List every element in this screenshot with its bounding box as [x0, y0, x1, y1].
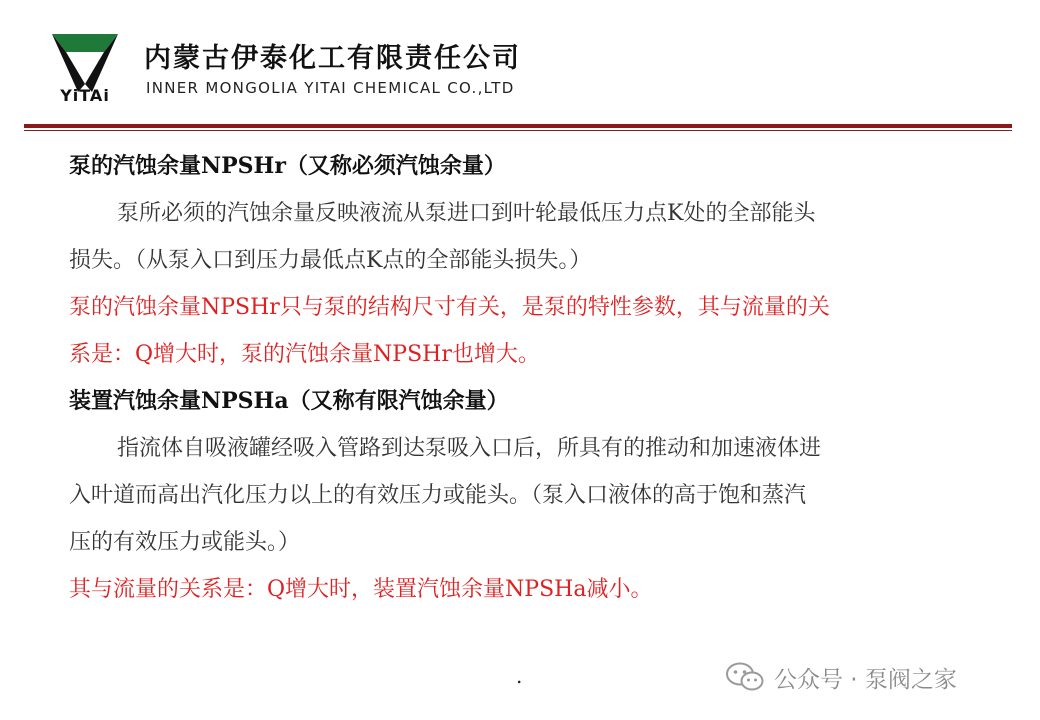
- npshr-relation-cont: 系是：Q增大时，泵的汽蚀余量NPSHr也增大。: [69, 342, 540, 367]
- npsha-heading: 装置汽蚀余量NPSHa（又称有限汽蚀余量）: [69, 388, 509, 414]
- npsha-definition-end: 压的有效压力或能头。）: [69, 530, 301, 555]
- npshr-relation: 泵的汽蚀余量NPSHr只与泵的结构尺寸有关，是泵的特性参数，其与流量的关: [69, 295, 830, 320]
- watermark: [726, 660, 957, 694]
- slide-content: [69, 143, 981, 613]
- npshr-definition: 泵所必须的汽蚀余量反映液流从泵进口到叶轮最低压力点K处的全部能头: [117, 201, 816, 226]
- npsha-definition: 指流体自吸液罐经吸入管路到达泵吸入口后，所具有的推动和加速液体进: [117, 436, 822, 461]
- watermark-text: 公众号 · 泵阀之家: [774, 666, 957, 693]
- logo-wordmark: YiTAi: [60, 86, 110, 105]
- header-divider: [24, 124, 1012, 128]
- wechat-icon: [726, 662, 764, 692]
- header-divider-thin: [24, 130, 1012, 131]
- company-name-en: INNER MONGOLIA YITAI CHEMICAL CO.,LTD: [146, 79, 515, 97]
- npsha-relation: 其与流量的关系是：Q增大时，装置汽蚀余量NPSHa减小。: [69, 577, 653, 602]
- page-dot: .: [516, 664, 523, 688]
- npsha-definition-cont: 入叶道而高出汽化压力以上的有效压力或能头。（泵入口液体的高于饱和蒸汽: [69, 483, 807, 508]
- npshr-definition-cont: 损失。（从泵入口到压力最低点K点的全部能头损失。）: [69, 248, 592, 273]
- npshr-heading: 泵的汽蚀余量NPSHr（又称必须汽蚀余量）: [69, 153, 506, 179]
- slide-header: [0, 0, 1040, 130]
- company-name-cn: 内蒙古伊泰化工有限责任公司: [144, 43, 521, 74]
